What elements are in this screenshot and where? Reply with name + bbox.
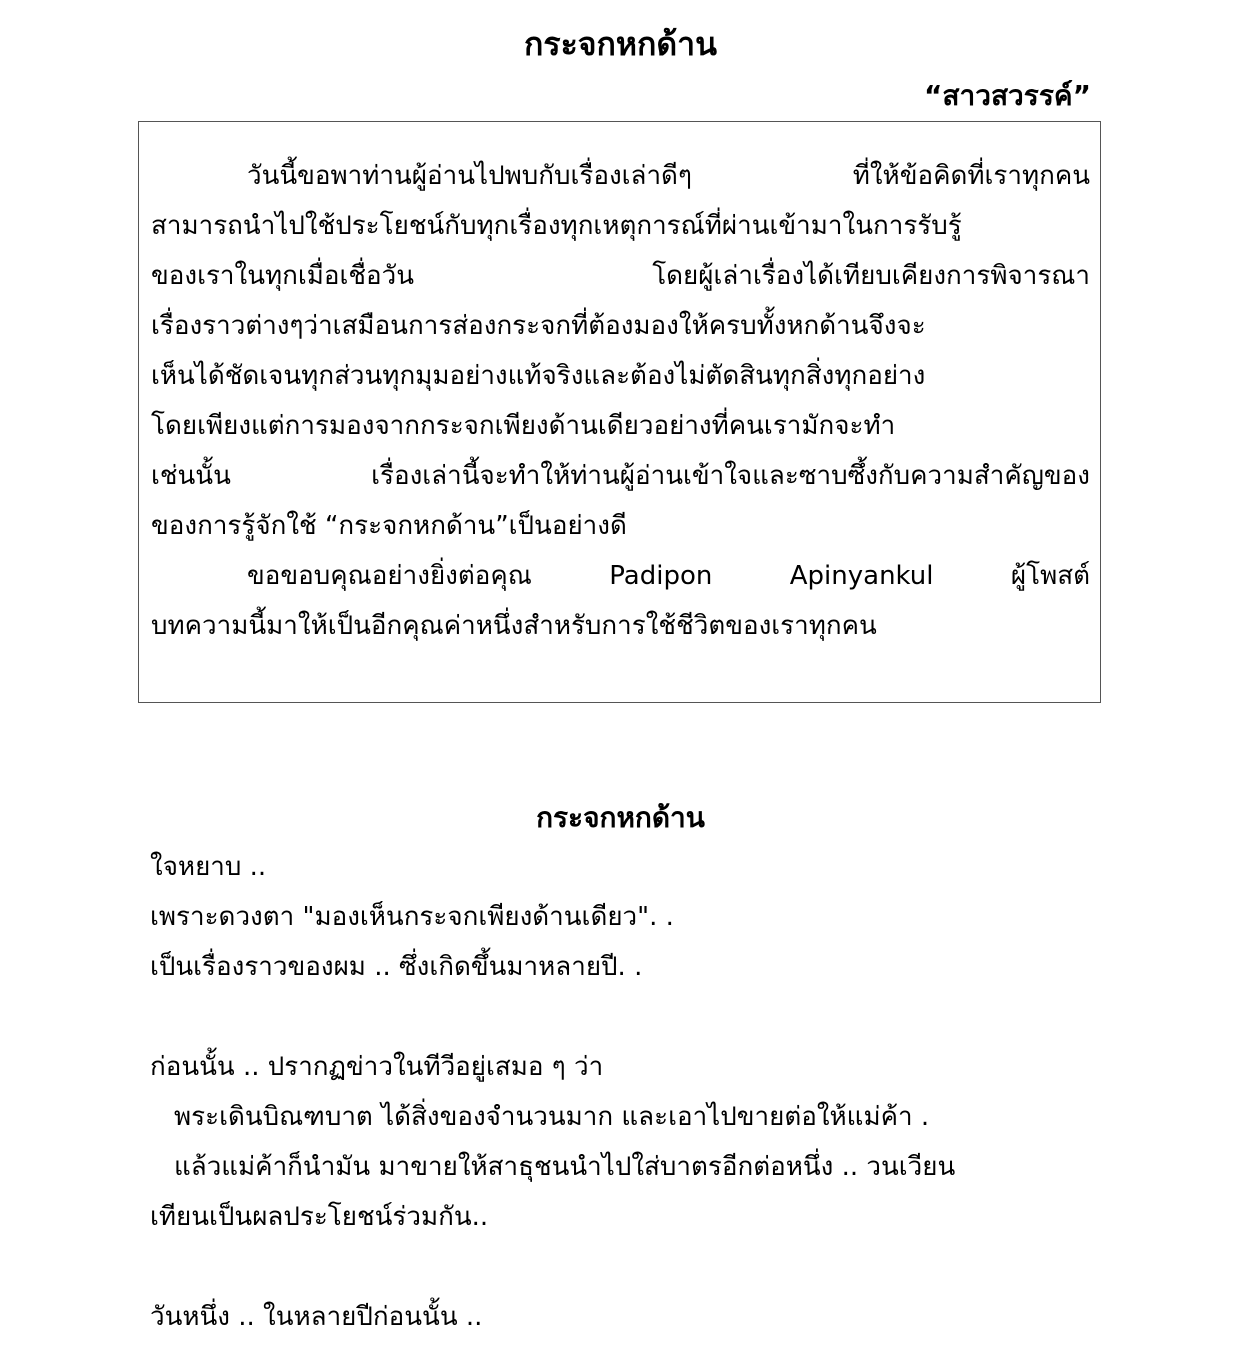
story-line <box>150 992 1090 1042</box>
document-title: กระจกหกด้าน <box>524 25 717 63</box>
intro-line: เห็นได้ชัดเจนทุกส่วนทุกมุมอย่างแท้จริงและต้องไม่ตัดสินทุกสิ่งทุกอย่าง <box>151 361 926 391</box>
intro-line: บทความนี้มาให้เป็นอีกคุณค่าหนึ่งสำหรับการใช้ชีวิตของเราทุกคน <box>151 611 877 641</box>
story-line: วันหนึ่ง .. ในหลายปีก่อนนั้น .. <box>150 1302 483 1332</box>
story-title: กระจกหกด้าน <box>536 801 705 834</box>
intro-line: สามารถนำไปใช้ประโยชน์กับทุกเรื่องทุกเหตุการณ์ที่ผ่านเข้ามาในการรับรู้ <box>151 211 962 241</box>
story-line: เป็นเรื่องราวของผม .. ซึ่งเกิดขึ้นมาหลายปี. . <box>150 952 643 982</box>
story-line: พระเดินบิณฑบาต ได้สิ่งของจำนวนมาก และเอาไปขายต่อให้แม่ค้า . <box>174 1102 930 1132</box>
intro-line: โดยเพียงแต่การมองจากกระจกเพียงด้านเดียวอย่างที่คนเรามักจะทำ <box>151 411 896 441</box>
intro-line: เช่นนั้น เรื่องเล่านี้จะทำให้ท่านผู้อ่านเข้าใจและซาบซึ้งกับความสำคัญของ <box>151 461 1090 491</box>
story-line: ใจหยาบ .. <box>150 852 267 882</box>
intro-line: เรื่องราวต่างๆว่าเสมือนการส่องกระจกที่ต้องมองให้ครบทั้งหกด้านจึงจะ <box>151 311 926 341</box>
intro-line: ของการรู้จักใช้ “กระจกหกด้าน”เป็นอย่างดี <box>151 511 627 541</box>
story-line <box>150 1242 1090 1292</box>
story-line: เพราะดวงตา "มองเห็นกระจกเพียงด้านเดียว". . <box>150 902 674 932</box>
intro-box <box>138 121 1101 703</box>
story-line: แล้วแม่ค้าก็นำมัน มาขายให้สาธุชนนำไปใส่บาตรอีกต่อหนึ่ง .. วนเวียน <box>174 1152 956 1182</box>
intro-line: วันนี้ขอพาท่านผู้อ่านไปพบกับเรื่องเล่าดีๆ ที่ให้ข้อคิดที่เราทุกคน <box>247 161 1090 191</box>
story-line: ก่อนนั้น .. ปรากฏข่าวในทีวีอยู่เสมอ ๆ ว่า <box>150 1052 604 1082</box>
story-line: เทียนเป็นผลประโยชน์ร่วมกัน.. <box>150 1202 489 1232</box>
author-name: “สาวสวรรค์” <box>924 79 1091 112</box>
intro-line: ขอขอบคุณอย่างยิ่งต่อคุณ Padipon Apinyankul ผู้โพสต์ <box>247 561 1090 591</box>
intro-line: ของเราในทุกเมื่อเชื่อวัน โดยผู้เล่าเรื่องได้เทียบเคียงการพิจารณา <box>151 261 1090 291</box>
